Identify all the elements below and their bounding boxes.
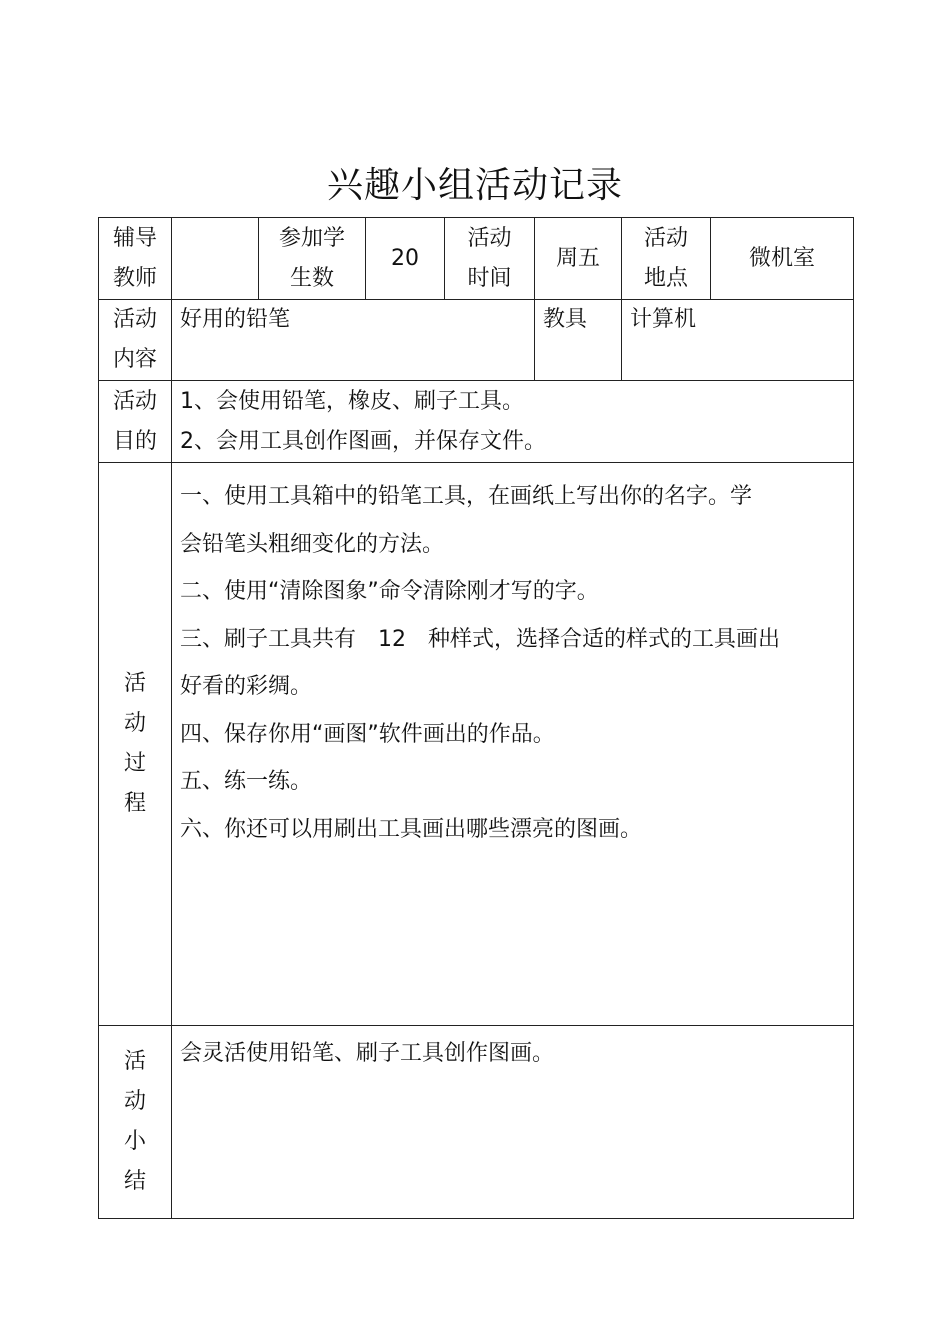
process-line: 二、使用“清除图象”命令清除刚才写的字。 xyxy=(180,579,599,604)
summary-label: 活 动 小 结 xyxy=(99,1026,172,1219)
time-value: 周五 xyxy=(535,218,622,300)
tools-label: 教具 xyxy=(535,300,622,381)
process-label: 活 动 过 程 xyxy=(99,463,172,1026)
place-value: 微机室 xyxy=(711,218,854,300)
table-row xyxy=(99,300,854,381)
teacher-label: 辅导 教师 xyxy=(99,218,172,300)
goal-list xyxy=(172,381,854,463)
goal-item: 2、会用工具创作图画，并保存文件。 xyxy=(180,429,546,454)
process-line: 好看的彩绸。 xyxy=(180,674,313,699)
content-label: 活动 内容 xyxy=(99,300,172,381)
summary-content xyxy=(172,1026,854,1219)
process-line: 五、练一练。 xyxy=(180,769,313,794)
summary-text: 会灵活使用铅笔、刷子工具创作图画。 xyxy=(180,1041,555,1066)
students-label: 参加学 生数 xyxy=(259,218,366,300)
process-line: 六、你还可以用刷出工具画出哪些漂亮的图画。 xyxy=(180,816,643,842)
tools-value: 计算机 xyxy=(622,300,854,381)
table-row xyxy=(99,381,854,463)
process-content xyxy=(172,463,854,1026)
content-value: 好用的铅笔 xyxy=(172,300,535,381)
table-row xyxy=(99,1026,854,1219)
goal-label: 活动 目的 xyxy=(99,381,172,463)
process-line: 一、使用工具箱中的铅笔工具，在画纸上写出你的名字。学 xyxy=(180,484,753,509)
process-line: 会铅笔头粗细变化的方法。 xyxy=(180,531,445,557)
students-value: 20 xyxy=(366,218,445,300)
place-label: 活动 地点 xyxy=(622,218,711,300)
page-title: 兴趣小组活动记录 xyxy=(326,165,623,206)
teacher-value xyxy=(172,218,259,300)
activity-record-table xyxy=(98,217,854,1219)
process-line: 四、保存你用“画图”软件画出的作品。 xyxy=(180,721,555,747)
table-row xyxy=(99,463,854,1026)
time-label: 活动 时间 xyxy=(445,218,535,300)
goal-item: 1、会使用铅笔，橡皮、刷子工具。 xyxy=(180,389,524,414)
table-row xyxy=(99,218,854,300)
process-line: 三、刷子工具共有 12 种样式，选择合适的样式的工具画出 xyxy=(180,626,780,652)
